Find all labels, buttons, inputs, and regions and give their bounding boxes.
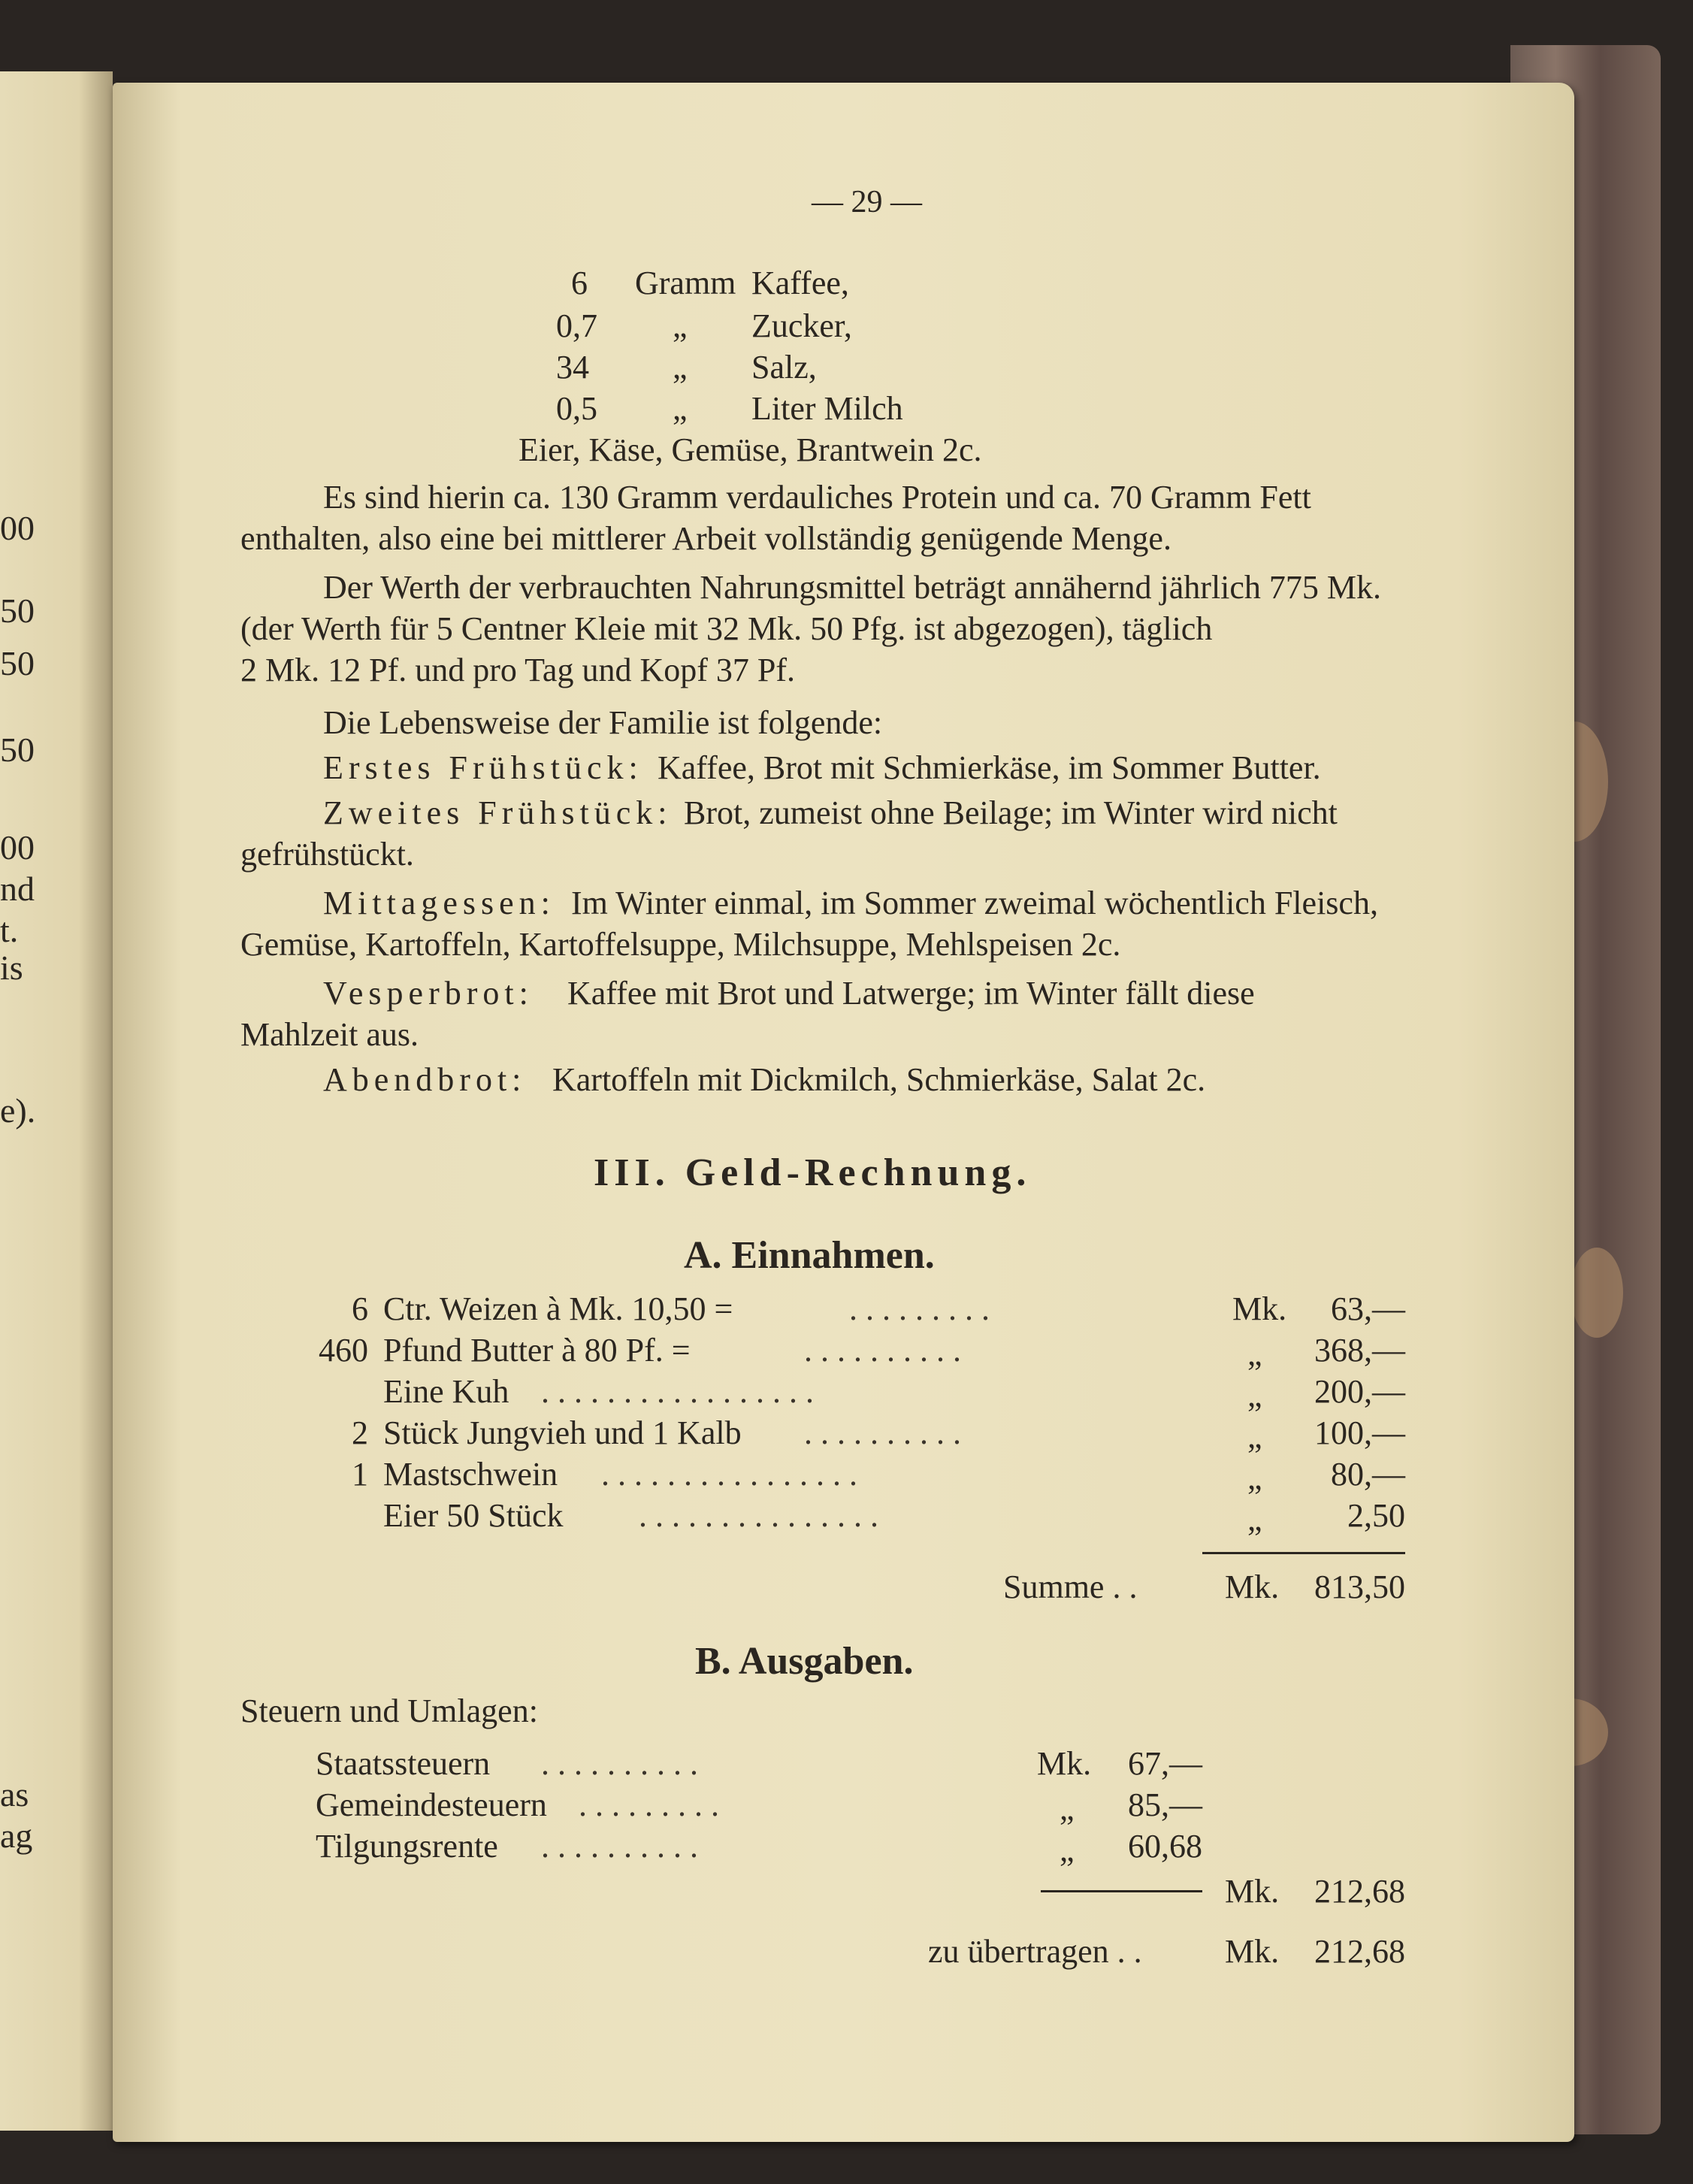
meal-text: Im Winter einmal, im Sommer zweimal wöchentlich Fleisch, — [571, 885, 1378, 921]
carry-amount: 212,68 — [1314, 1933, 1405, 1970]
diet-item: Kaffee, — [751, 265, 849, 301]
leader-dots: .......... — [804, 1414, 969, 1451]
para2-line: 2 Mk. 12 Pf. und pro Tag und Kopf 37 Pf. — [240, 652, 795, 688]
meal-label: Zweites Frühstück: — [323, 794, 673, 831]
income-amount: 368,— — [1314, 1332, 1405, 1369]
carry-label: zu übertragen . . — [928, 1933, 1142, 1970]
leader-dots: ......... — [849, 1290, 998, 1327]
expenses-group-label: Steuern und Umlagen: — [240, 1692, 538, 1729]
facing-fragment: 00 — [0, 828, 35, 867]
income-desc: Eier 50 Stück — [383, 1497, 564, 1534]
meal-text: Kaffee mit Brot und Latwerge; im Winter fällt diese — [567, 975, 1255, 1012]
income-amount: 200,— — [1314, 1373, 1405, 1410]
expense-amount: 85,— — [1128, 1786, 1202, 1823]
expense-desc: Tilgungsrente — [316, 1828, 498, 1865]
meal-label: Erstes Frühstück: — [323, 749, 643, 786]
diet-unit: „ — [673, 390, 688, 427]
income-currency: „ — [1247, 1336, 1262, 1372]
diet-item: Liter Milch — [751, 390, 903, 427]
leader-dots: ......... — [579, 1786, 727, 1823]
income-desc: Pfund Butter à 80 Pf. = — [383, 1332, 691, 1369]
expense-currency: „ — [1060, 1790, 1075, 1827]
income-amount: 63,— — [1331, 1290, 1405, 1327]
income-qty: 2 — [352, 1414, 368, 1451]
para2-line: Der Werth der verbrauchten Nahrungsmittel beträgt annähernd jährlich 775 Mk. — [323, 569, 1382, 606]
income-amount: 100,— — [1314, 1414, 1405, 1451]
expense-desc: Staatssteuern — [316, 1745, 491, 1782]
leader-dots: .......... — [541, 1745, 706, 1782]
leader-dots: ................ — [601, 1456, 866, 1493]
facing-fragment: 50 — [0, 731, 35, 769]
facing-fragment: ag — [0, 1816, 33, 1855]
expense-amount: 60,68 — [1128, 1828, 1202, 1865]
diet-qty: 0,7 — [556, 307, 597, 344]
subtotal-rule — [1041, 1890, 1202, 1892]
para2-line: (der Werth für 5 Centner Kleie mit 32 Mk. 50 Pfg. ist abgezogen), täglich — [240, 610, 1213, 647]
income-desc: Ctr. Weizen à Mk. 10,50 = — [383, 1290, 733, 1327]
facing-fragment: as — [0, 1775, 29, 1813]
facing-fragment: 50 — [0, 644, 35, 682]
meal-label: Vesperbrot: — [323, 975, 534, 1012]
leader-dots: .......... — [804, 1332, 969, 1369]
diet-qty: 34 — [556, 349, 589, 386]
para1-line: enthalten, also eine bei mittlerer Arbeit vollständig genügende Menge. — [240, 520, 1171, 557]
diet-unit: „ — [673, 349, 688, 386]
income-desc: Eine Kuh — [383, 1373, 509, 1410]
para1-line: Es sind hierin ca. 130 Gramm verdauliches Protein und ca. 70 Gramm Fett — [323, 479, 1311, 516]
meal-label: Abendbrot: — [323, 1061, 527, 1098]
diet-unit: Gramm — [635, 265, 736, 301]
carry-currency: Mk. — [1225, 1933, 1280, 1970]
expense-subtotal-currency: Mk. — [1225, 1873, 1280, 1910]
meal-text: Gemüse, Kartoffeln, Kartoffelsuppe, Milchsuppe, Mehlspeisen 2c. — [240, 926, 1121, 963]
facing-fragment: 50 — [0, 591, 35, 630]
income-total-label: Summe . . — [1003, 1568, 1138, 1605]
diet-unit: „ — [673, 307, 688, 344]
income-desc: Stück Jungvieh und 1 Kalb — [383, 1414, 742, 1451]
facing-fragment: is — [0, 948, 23, 987]
meal-text: Brot, zumeist ohne Beilage; im Winter wird nicht — [684, 794, 1338, 831]
expense-currency: Mk. — [1037, 1745, 1092, 1782]
income-amount: 2,50 — [1347, 1497, 1405, 1534]
income-currency: „ — [1247, 1460, 1262, 1496]
income-currency: „ — [1247, 1501, 1262, 1538]
expenses-heading: B. Ausgaben. — [695, 1640, 914, 1683]
income-currency: „ — [1247, 1418, 1262, 1455]
facing-fragment: nd — [0, 870, 35, 908]
facing-page-edge — [0, 71, 113, 2131]
leader-dots: ................. — [541, 1373, 822, 1410]
diet-qty: 0,5 — [556, 390, 597, 427]
facing-fragment: t. — [0, 911, 19, 949]
diet-qty: 6 — [571, 265, 588, 301]
income-qty: 460 — [319, 1332, 368, 1369]
income-currency: „ — [1247, 1377, 1262, 1414]
para3: Die Lebensweise der Familie ist folgende: — [323, 704, 883, 741]
leader-dots: .......... — [541, 1828, 706, 1865]
expense-amount: 67,— — [1128, 1745, 1202, 1782]
income-amount: 80,— — [1331, 1456, 1405, 1493]
facing-fragment: 00 — [0, 509, 35, 547]
income-qty: 6 — [352, 1290, 368, 1327]
section-title: III. Geld-Rechnung. — [594, 1151, 1032, 1194]
page-number: — 29 — — [812, 185, 922, 219]
meal-label: Mittagessen: — [323, 885, 555, 921]
diet-item: Zucker, — [751, 307, 852, 344]
leader-dots: ............... — [639, 1497, 887, 1534]
income-currency: Mk. — [1232, 1290, 1287, 1327]
facing-fragment: e). — [0, 1091, 36, 1130]
diet-item: Salz, — [751, 349, 817, 386]
meal-text: Mahlzeit aus. — [240, 1016, 419, 1053]
meal-text: Kartoffeln mit Dickmilch, Schmierkäse, Salat 2c. — [552, 1061, 1206, 1098]
expense-currency: „ — [1060, 1832, 1075, 1868]
meal-text: Kaffee, Brot mit Schmierkäse, im Sommer Butter. — [658, 749, 1321, 786]
expense-desc: Gemeindesteuern — [316, 1786, 547, 1823]
income-total-amount: 813,50 — [1314, 1568, 1405, 1605]
income-qty: 1 — [352, 1456, 368, 1493]
income-total-currency: Mk. — [1225, 1568, 1280, 1605]
meal-text: gefrühstückt. — [240, 836, 414, 873]
income-heading: A. Einnahmen. — [684, 1234, 935, 1277]
sum-rule — [1202, 1552, 1405, 1554]
expense-subtotal-amount: 212,68 — [1314, 1873, 1405, 1910]
diet-extra: Eier, Käse, Gemüse, Brantwein 2c. — [518, 431, 982, 468]
income-desc: Mastschwein — [383, 1456, 558, 1493]
